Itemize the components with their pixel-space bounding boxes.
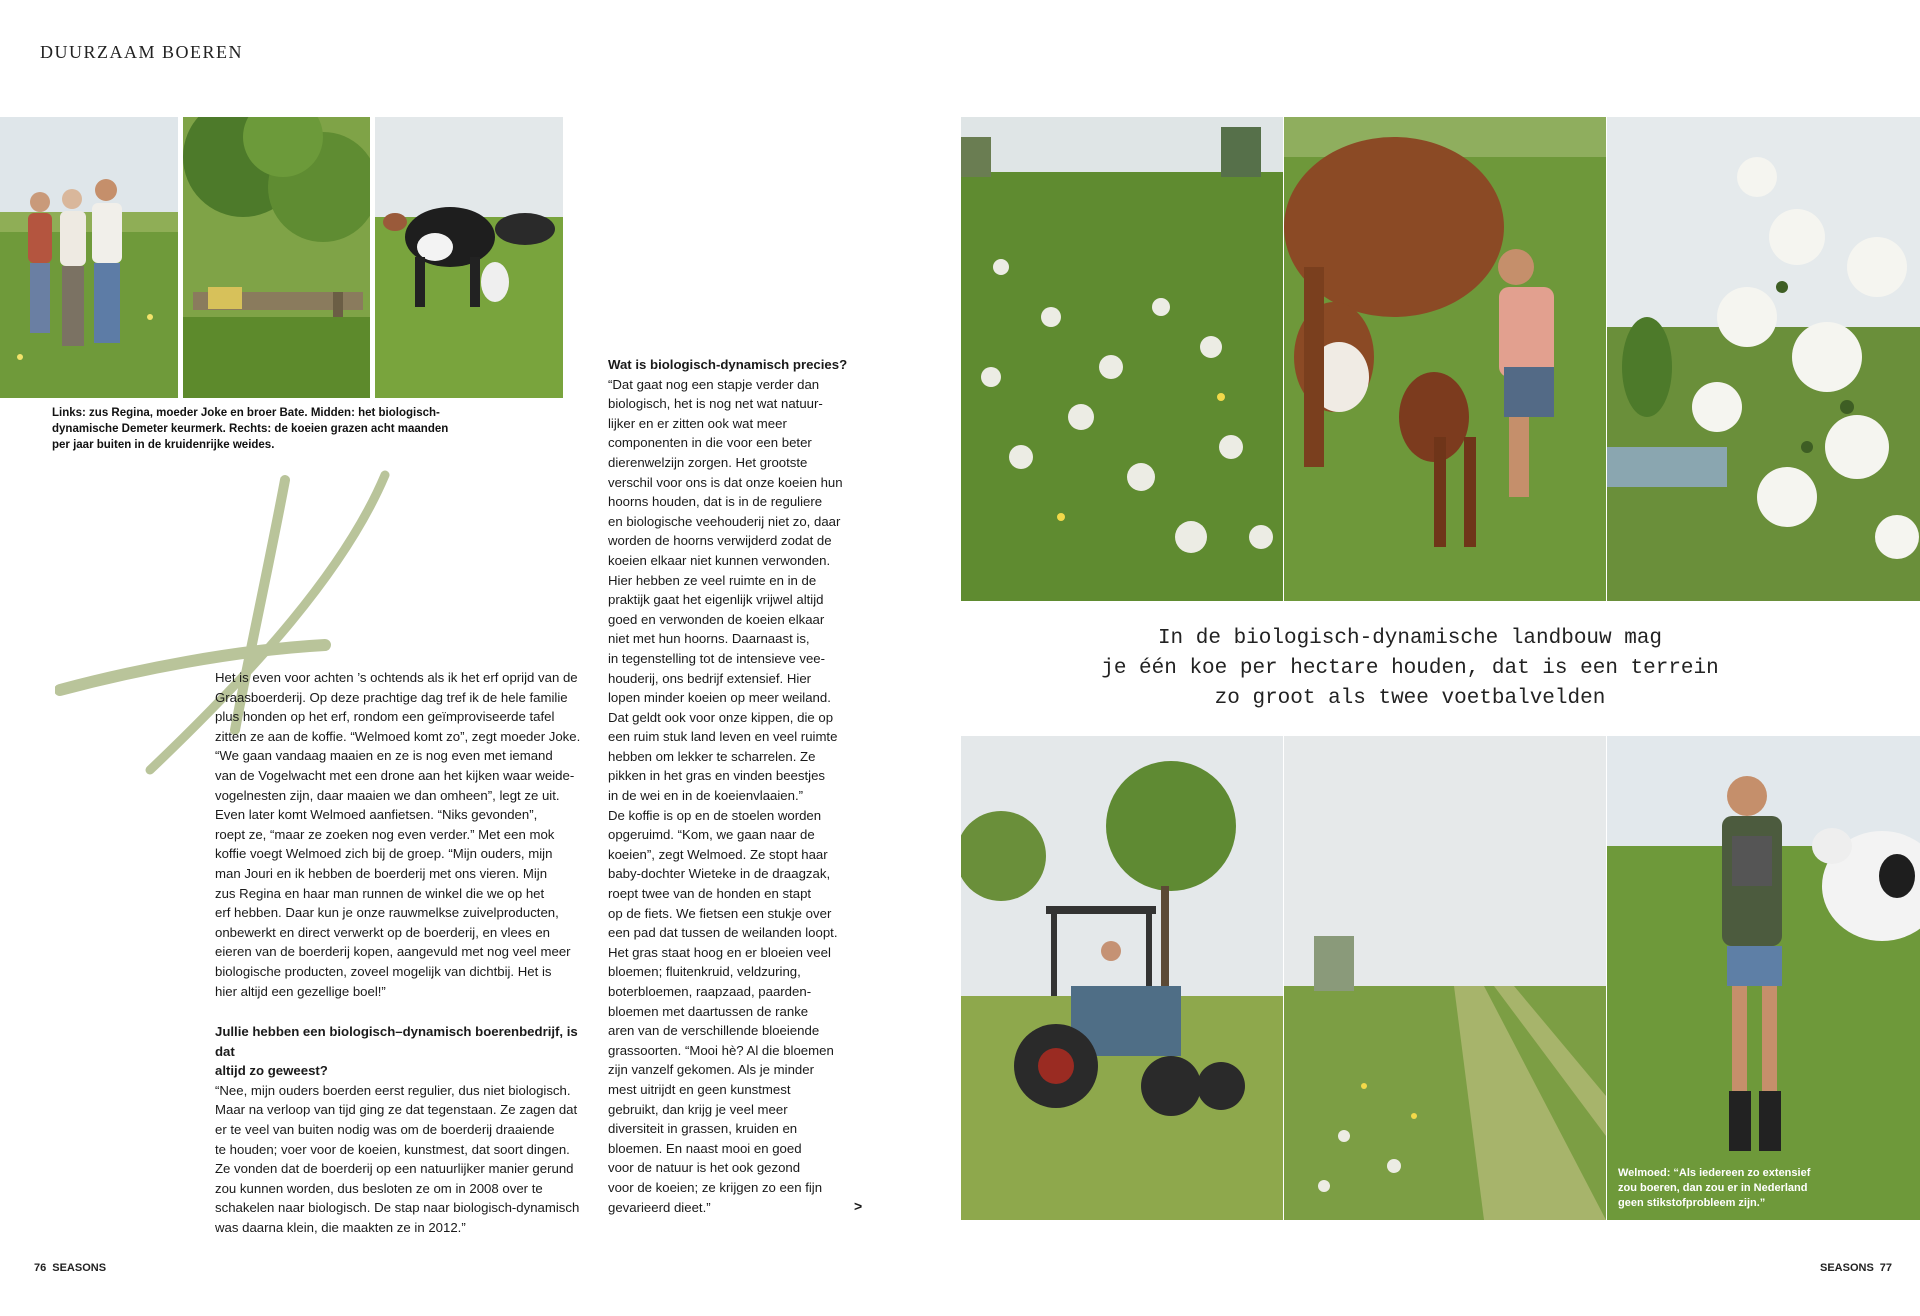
article-qa-1	[215, 1022, 595, 1238]
page-number-left: 76	[34, 1262, 47, 1274]
section-title: DUURZAAM BOEREN	[40, 42, 244, 62]
intro-paragraph: Het is even voor achten ’s ochtends als ik het erf oprijd van de Graasboerderij. Op deze prachtige dag tref ik de hele familie plus honden op het erf, rondom een geïmproviseerde tafel zitten ze aan de koffie. “Welmoed komt zo”, zegt moeder Joke. “We gaan vandaag maaien en ze is nog even met iemand van de Vogelwacht met een drone aan het kijken waar weide- vogelnesten zijn, daar maaien we dan omheen”, legt ze uit. Even later komt Welmoed aanfietsen. “Niks gevonden”, roept ze, “maar ze zoeken nog even verder.” Met een mok koffie voegt Welmoed zich bij de groep. “Mijn ouders, mijn man Jouri en ik hebben de boerderij met ons vieren. Mijn zus Regina en haar man runnen de winkel die we op het erf hebben. Daar kun je onze rauwmelkse zuivelproducten, onbewerkt en direct verwerkt op de boerderij, en vlees en eieren van de boerderij kopen, aangevuld met nog veel meer biologische producten, zoveel mogelijk van dichtbij. Het is hier altijd een gezellige boel!”	[215, 670, 581, 999]
woman-with-cow-photo	[1607, 736, 1920, 1220]
photo-caption-right: Welmoed: “Als iedereen zo extensief zou boeren, dan zou er in Nederland geen stikstofprobleem zijn.”	[1618, 1167, 1811, 1209]
feeding-calf-photo	[1284, 117, 1606, 601]
article-intro	[215, 668, 595, 1001]
family-portrait-photo	[0, 117, 178, 398]
answer-paragraph-2: “Dat gaat nog een stapje verder dan biologisch, het is nog net wat natuur- lijker en er zitten ook wat meer componenten in die voor een beter dierenwelzijn zorgen. Het grootste verschil voor ons is dat onze koeien hun hoorns houden, dat is in de reguliere en biologische veehouderij niet zo, daar worden de hoorns verwijderd zodat de koeien elkaar niet kunnen verwonden. Hier hebben ze veel ruimte en in de praktijk gaat het eigenlijk vrijwel altijd goed en verwonden de koeien elkaar niet met hun hoorns. Daarnaast is, in tegenstelling tot de intensieve vee- houderij, ons bedrijf extensief. Hier lopen minder koeien op meer weiland. Dat geldt ook voor onze kippen, die op een ruim stuk land leven en veel ruimte hebben om lekker te scharrelen. Ze pikken in het gras en vinden beestjes in de wei en in de koeienvlaaien.” De koffie is op en de stoelen worden opgeruimd. “Kom, we gaan naar de koeien”, zegt Welmoed. Ze stopt haar baby-dochter Wieteke in de draagzak, roept twee van de honden en stapt op de fiets. We fietsen een stukje over een pad dat tussen de weilanden loopt. Het gras staat hoog en er bloeien veel bloemen; fluitenkruid, veldzuring, boterbloemen, raapzaad, paarden- bloemen met daartussen de ranke aren van de verschillende bloeiende grassoorten. “Mooi hè? Al die bloemen zijn vanzelf gekomen. Als je minder mest uitrijdt en geen kunstmest gebruikt, dan krijg je veel meer diversiteit in grassen, kruiden en bloemen. En naast mooi en goed voor de natuur is het ook gezond voor de koeien; ze krijgen zo een fijn gevarieerd dieet.”	[608, 376, 843, 1215]
grazing-cow-photo	[375, 117, 563, 398]
footer-right	[1820, 1262, 1892, 1274]
magazine-name-left: SEASONS	[52, 1262, 107, 1274]
hawthorn-blossom-photo	[1607, 117, 1920, 601]
footer-left	[34, 1262, 106, 1274]
mown-field-photo	[1284, 736, 1606, 1220]
answer-paragraph-1: “Nee, mijn ouders boerden eerst regulier, dus niet biologisch. Maar na verloop van tijd ging ze dat tegenstaan. Ze zagen dat er te veel van buiten nodig was om de boerderij draaiende te houden; voer voor de koeien, kunstmest, dat soort dingen. Ze vonden dat de boerderij op een natuurlijker manier gerund zou kunnen worden, dus besloten ze om in 2008 over te schakelen naar biologisch. De stap naar biologisch-dynamisch was daarna klein, die maakten ze in 2012.”	[215, 1082, 580, 1235]
pull-quote: In de biologisch-dynamische landbouw mag je één koe per hectare houden, dat is een terrein zo groot als twee voetbalvelden	[1101, 627, 1719, 710]
demeter-sign-photo	[183, 117, 370, 398]
magazine-name-right: SEASONS	[1820, 1262, 1874, 1274]
dandelion-meadow-photo	[961, 117, 1283, 601]
article-qa-2	[608, 355, 853, 1217]
tractor-mowing-photo	[961, 736, 1283, 1220]
question-heading-2: Wat is biologisch-dynamisch precies?	[608, 357, 848, 372]
continue-arrow: >	[854, 1198, 863, 1214]
photo-caption-left: Links: zus Regina, moeder Joke en broer Bate. Midden: het biologisch-dynamische Demeter keurmerk. Rechts: de koeien grazen acht maanden per jaar buiten in de kruidenrijke weides.	[52, 407, 449, 451]
page-number-right: 77	[1879, 1262, 1893, 1274]
question-heading-1: Jullie hebben een biologisch–dynamisch boerenbedrijf, is dat altijd zo geweest?	[215, 1024, 578, 1079]
